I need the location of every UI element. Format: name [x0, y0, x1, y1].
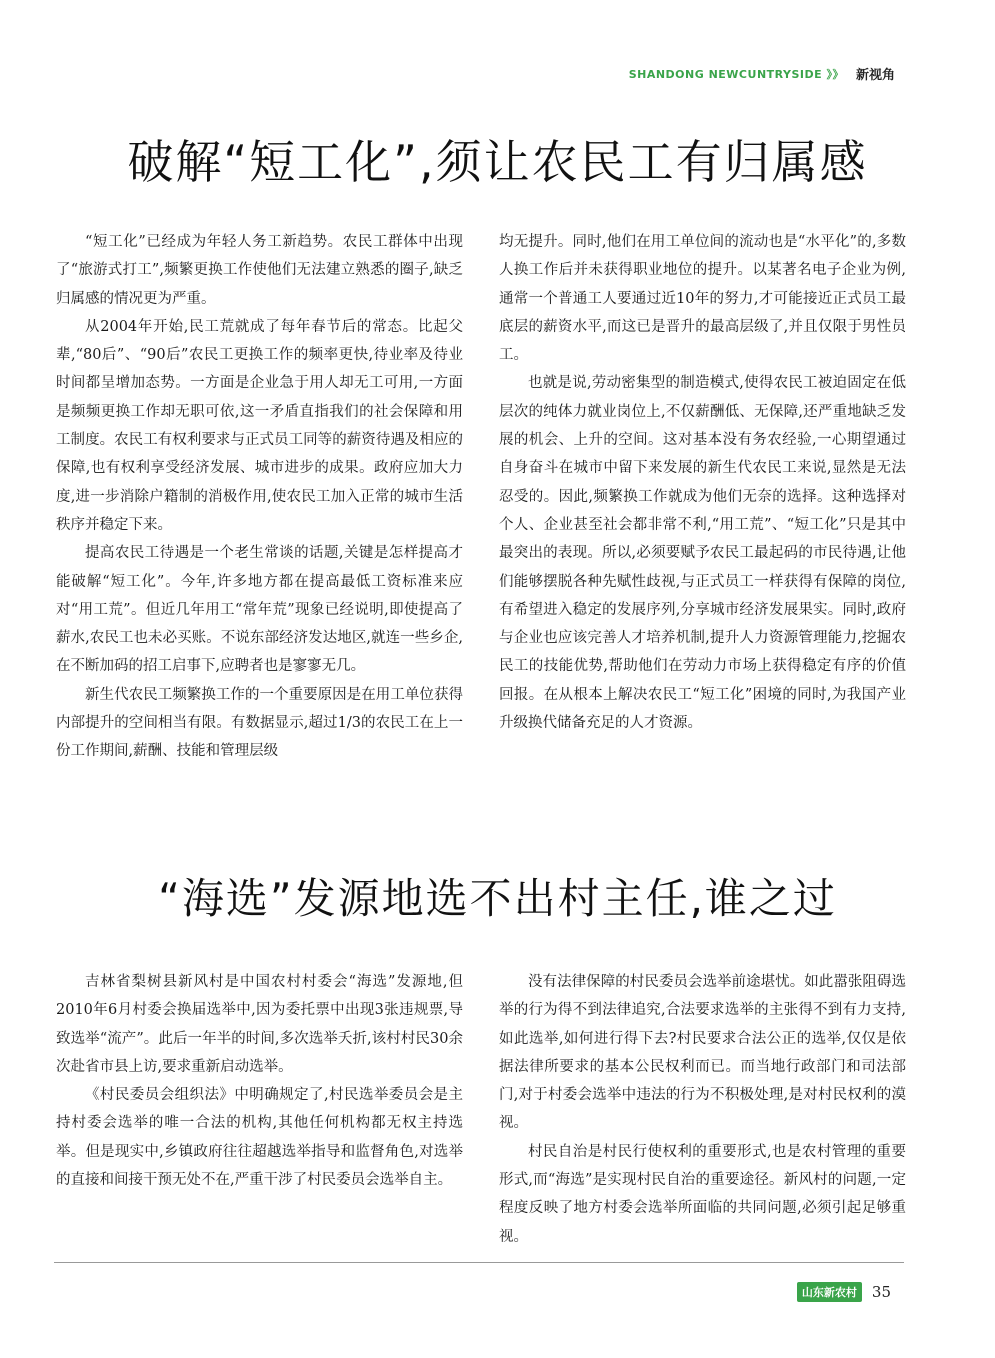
page-number: 35: [871, 1283, 891, 1301]
article1-left-column: [56, 228, 463, 766]
magazine-logo: 山东新农村: [797, 1282, 862, 1302]
article1-paragraph: 提高农民工待遇是一个老生常谈的话题,关键是怎样提高才能破解“短工化”。今年,许多地方都在提高最低工资标准来应对“用工荒”。但近几年用工“常年荒”现象已经说明,即使提高了薪水,农民工也未必买账。不说东部经济发达地区,就连一些乡企,在不断加码的招工启事下,应聘者也是寥寥无几。: [56, 545, 463, 675]
article1-paragraph: 从2004年开始,民工荒就成了每年春节后的常态。比起父辈,“80后”、“90后”农民工更换工作的频率更快,待业率及待业时间都呈增加态势。一方面是企业急于用人却无工可用,一方面是频频更换工作却无职可依,这一矛盾直指我们的社会保障和用工制度。农民工有权利要求与正式员工同等的薪资待遇及相应的保障,也有权利享受经济发展、城市进步的成果。政府应加大力度,进一步消除户籍制的消极作用,使农民工加入正常的城市生活秩序并稳定下来。: [56, 318, 463, 533]
article2-title: “海选”发源地选不出村主任,谁之过: [158, 874, 837, 923]
article2-right-column: [499, 968, 906, 1251]
section-name: 新视角: [855, 68, 895, 83]
page-header: [629, 64, 895, 83]
footer-divider: [54, 1262, 904, 1263]
article1-paragraph: “短工化”已经成为年轻人务工新趋势。农民工群体中出现了“旅游式打工”,频繁更换工作使他们无法建立熟悉的圈子,缺乏归属感的情况更为严重。: [56, 234, 463, 307]
article1-paragraph: 也就是说,劳动密集型的制造模式,使得农民工被迫固定在低层次的纯体力就业岗位上,不仅薪酬低、无保障,还严重地缺乏发展的机会、上升的空间。这对基本没有务农经验,一心期望通过自身奋斗在城市中留下来发展的新生代农民工来说,显然是无法忍受的。因此,频繁换工作就成为他们无奈的选择。这种选择对个人、企业甚至社会都非常不利,“用工荒”、“短工化”只是其中最突出的表现。所以,必须要赋予农民工最起码的市民待遇,让他们能够摆脱各种先赋性歧视,与正式员工一样获得有保障的岗位,有希望进入稳定的发展序列,分享城市经济发展果实。同时,政府与企业也应该完善人才培养机制,提升人力资源管理能力,挖掘农民工的技能优势,帮助他们在劳动力市场上获得稳定有序的价值回报。在从根本上解决农民工“短工化”困境的同时,为我国产业升级换代储备充足的人才资源。: [499, 375, 906, 732]
article2-body: [56, 968, 906, 1251]
article1-right-column: [499, 228, 906, 766]
article2-paragraph: 村民自治是村民行使权利的重要形式,也是农村管理的重要形式,而“海选”是实现村民自治的重要途径。新风村的问题,一定程度反映了地方村委会选举所面临的共同问题,必须引起足够重视。: [499, 1143, 906, 1245]
article2-paragraph: 吉林省梨树县新风村是中国农村村委会“海选”发源地,但2010年6月村委会换届选举中,因为委托票中出现3张违规票,导致选举“流产”。此后一年半的时间,多次选举夭折,该村村民30余次赴省市县上访,要求重新启动选举。: [56, 974, 463, 1075]
article1-body: [56, 228, 906, 766]
article2-paragraph: 《村民委员会组织法》中明确规定了,村民选举委员会是主持村委会选举的唯一合法的机构,其他任何机构都无权主持选举。但是现实中,乡镇政府往往超越选举指导和监督角色,对选举的直接和间接干预无处不在,严重干涉了村民委员会选举自主。: [56, 1087, 463, 1189]
article1-paragraph: 均无提升。同时,他们在用工单位间的流动也是“水平化”的,多数人换工作后并未获得职业地位的提升。以某著名电子企业为例,通常一个普通工人要通过近10年的努力,才可能接近正式员工最底层的薪资水平,而这已是晋升的最高层级了,并且仅限于男性员工。: [499, 234, 906, 364]
article1-paragraph: 新生代农民工频繁换工作的一个重要原因是在用工单位获得内部提升的空间相当有限。有数据显示,超过1/3的农民工在上一份工作期间,薪酬、技能和管理层级: [56, 686, 463, 760]
article2-paragraph: 没有法律保障的村民委员会选举前途堪忧。如此嚣张阻碍选举的行为得不到法律追究,合法要求选举的主张得不到有力支持,如此选举,如何进行得下去?村民要求合法公正的选举,仅仅是依据法律所要求的基本公民权利而已。而当地行政部门和司法部门,对于村委会选举中违法的行为不积极处理,是对村民权利的漠视。: [499, 974, 906, 1132]
article2-left-column: [56, 968, 463, 1251]
article1-title: 破解“短工化”,须让农民工有归属感: [127, 135, 868, 189]
page-footer: [797, 1282, 891, 1302]
magazine-name: SHANDONG NEWCUNTRYSIDE 》》: [628, 67, 844, 81]
